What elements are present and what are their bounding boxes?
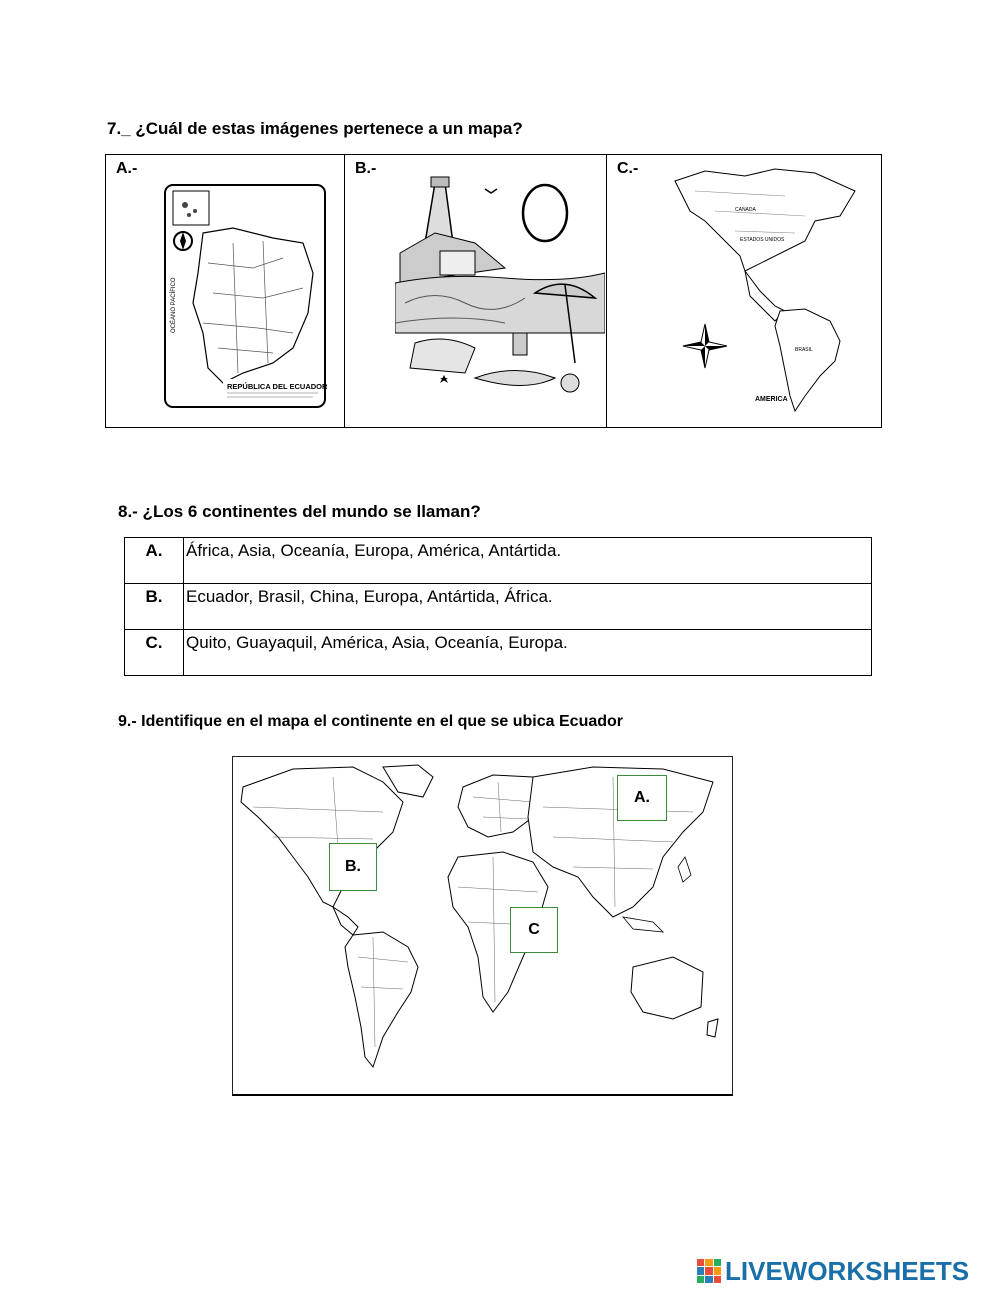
america-map-image — [665, 161, 877, 423]
beach-drawing-image — [395, 173, 605, 407]
question-7-options-table — [105, 154, 882, 428]
answer-b-letter: B. — [125, 584, 184, 630]
america-map-caption: AMERICA — [755, 396, 788, 403]
option-c-cell[interactable] — [607, 155, 882, 428]
answer-b-text: Ecuador, Brasil, China, Europa, Antártida, África. — [184, 584, 872, 630]
option-a-cell[interactable] — [106, 155, 345, 428]
liveworksheets-logo-icon — [697, 1259, 721, 1283]
option-b-cell[interactable] — [345, 155, 607, 428]
question-8-title: 8.- ¿Los 6 continentes del mundo se llaman? — [118, 502, 481, 521]
option-a-label: A.- — [116, 160, 138, 177]
map-label-c[interactable]: C — [510, 907, 558, 953]
ecuador-map-image — [163, 183, 328, 411]
liveworksheets-logo-text: LIVEWORKSHEETS — [725, 1255, 970, 1286]
map-label-a[interactable]: A. — [617, 775, 667, 821]
svg-text:CANADA: CANADA — [735, 207, 756, 213]
svg-text:ESTADOS UNIDOS: ESTADOS UNIDOS — [740, 237, 785, 243]
answer-row-b[interactable] — [125, 584, 872, 630]
answer-a-text: África, Asia, Oceanía, Europa, América, Antártida. — [184, 538, 872, 584]
question-9-title: 9.- Identifique en el mapa el continente en el que se ubica Ecuador — [118, 713, 624, 730]
answer-c-letter: C. — [125, 630, 184, 676]
svg-text:BRASIL: BRASIL — [795, 347, 813, 353]
option-b-label: B.- — [355, 160, 377, 177]
question-8-answers-table — [124, 537, 872, 676]
option-c-label: C.- — [617, 160, 639, 177]
ocean-side-label: OCÉANO PACÍFICO — [171, 277, 177, 333]
liveworksheets-logo[interactable] — [697, 1256, 969, 1286]
answer-c-text: Quito, Guayaquil, América, Asia, Oceanía, Europa. — [184, 630, 872, 676]
question-7-title: 7._ ¿Cuál de estas imágenes pertenece a un mapa? — [107, 119, 523, 138]
answer-a-letter: A. — [125, 538, 184, 584]
ecuador-map-caption: REPÚBLICA DEL ECUADOR — [227, 382, 328, 391]
map-label-b[interactable]: B. — [329, 843, 377, 891]
answer-row-a[interactable] — [125, 538, 872, 584]
answer-row-c[interactable] — [125, 630, 872, 676]
